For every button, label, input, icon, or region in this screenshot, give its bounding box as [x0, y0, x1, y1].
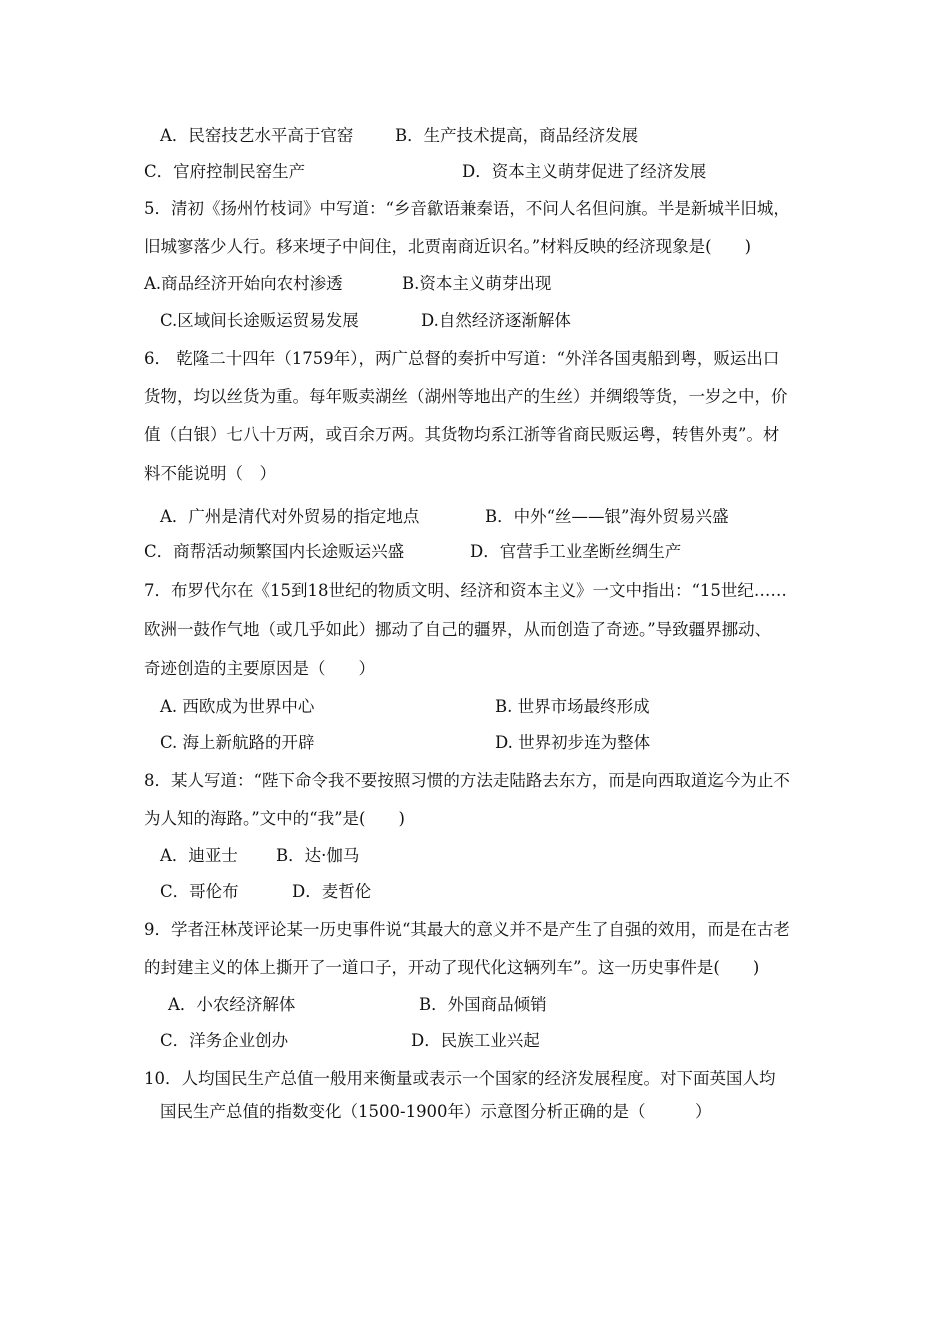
q9-stem-line-2: 的封建主义的体上撕开了一道口子，开动了现代化这辆列车”。这一历史事件是( ) [144, 958, 760, 977]
q5-option-d: D.自然经济逐渐解体 [421, 311, 571, 330]
q7-option-d: D. 世界初步连为整体 [495, 733, 651, 752]
q4-option-b: B．生产技术提高，商品经济发展 [395, 126, 639, 145]
q8-option-d: D．麦哲伦 [292, 882, 372, 901]
q9-option-d: D．民族工业兴起 [411, 1031, 540, 1050]
q9-option-c: C．洋务企业创办 [160, 1031, 289, 1050]
q7-stem-line-3: 奇迹创造的主要原因是（ ） [144, 659, 375, 678]
q9-stem-line-1: 9．学者汪林茂评论某一历史事件说“其最大的意义并不是产生了自强的效用，而是在古老 [144, 920, 790, 939]
q5-stem-line-2: 旧城寥落少人行。移来埂子中间住，北贾南商近识名。”材料反映的经济现象是( ) [144, 237, 752, 256]
q9-option-b: B．外国商品倾销 [419, 995, 547, 1014]
q8-stem-line-1: 8．某人写道：“陛下命令我不要按照习惯的方法走陆路去东方，而是向西取道迄今为止不 [144, 771, 790, 790]
q4-option-a: A．民窑技艺水平高于官窑 [160, 126, 354, 145]
q5-stem-line-1: 5．清初《扬州竹枝词》中写道：“乡音歙语兼秦语，不问人名但问旗。半是新城半旧城， [144, 199, 790, 218]
q10-stem-line-2: 国民生产总值的指数变化（1500-1900年）示意图分析正确的是（ ） [160, 1102, 712, 1121]
q5-option-c: C.区域间长途贩运贸易发展 [160, 311, 359, 330]
q7-option-b: B. 世界市场最终形成 [495, 697, 650, 716]
q5-option-b: B.资本主义萌芽出现 [402, 274, 552, 293]
q6-option-a: A．广州是清代对外贸易的指定地点 [160, 507, 420, 526]
q10-stem-line-1: 10．人均国民生产总值一般用来衡量或表示一个国家的经济发展程度。对下面英国人均 [144, 1069, 776, 1088]
q8-option-a: A．迪亚士 [160, 846, 238, 865]
q6-stem-line-4: 料不能说明（ ） [144, 464, 276, 483]
q8-option-b: B．达·伽马 [276, 846, 360, 865]
q9-option-a: A．小农经济解体 [168, 995, 296, 1014]
q7-option-a: A. 西欧成为世界中心 [160, 697, 315, 716]
q6-stem-line-1: 6． 乾隆二十四年（1759年），两广总督的奏折中写道：“外洋各国夷船到粤，贩运出口 [144, 349, 780, 368]
q7-stem-line-1: 7．布罗代尔在《15到18世纪的物质文明、经济和资本主义》一文中指出：“15世纪…… [144, 581, 787, 600]
q8-option-c: C．哥伦布 [160, 882, 239, 901]
q8-stem-line-2: 为人知的海路。”文中的“我”是( ) [144, 809, 405, 828]
q6-option-d: D．官营手工业垄断丝绸生产 [470, 542, 682, 561]
q6-option-c: C．商帮活动频繁国内长途贩运兴盛 [144, 542, 405, 561]
q6-stem-line-2: 货物，均以丝货为重。每年贩卖湖丝（湖州等地出产的生丝）并绸缎等货，一岁之中，价 [144, 387, 788, 406]
q6-option-b: B．中外“丝——银”海外贸易兴盛 [485, 507, 729, 526]
q4-option-c: C．官府控制民窑生产 [144, 162, 306, 181]
q7-option-c: C. 海上新航路的开辟 [160, 733, 315, 752]
q4-option-d: D．资本主义萌芽促进了经济发展 [462, 162, 707, 181]
q6-stem-line-3: 值（白银）七八十万两，或百余万两。其货物均系江浙等省商民贩运粤，转售外夷”。材 [144, 425, 780, 444]
q7-stem-line-2: 欧洲一鼓作气地（或几乎如此）挪动了自己的疆界，从而创造了奇迹。”导致疆界挪动、 [144, 620, 772, 639]
q5-option-a: A.商品经济开始向农村渗透 [144, 274, 343, 293]
